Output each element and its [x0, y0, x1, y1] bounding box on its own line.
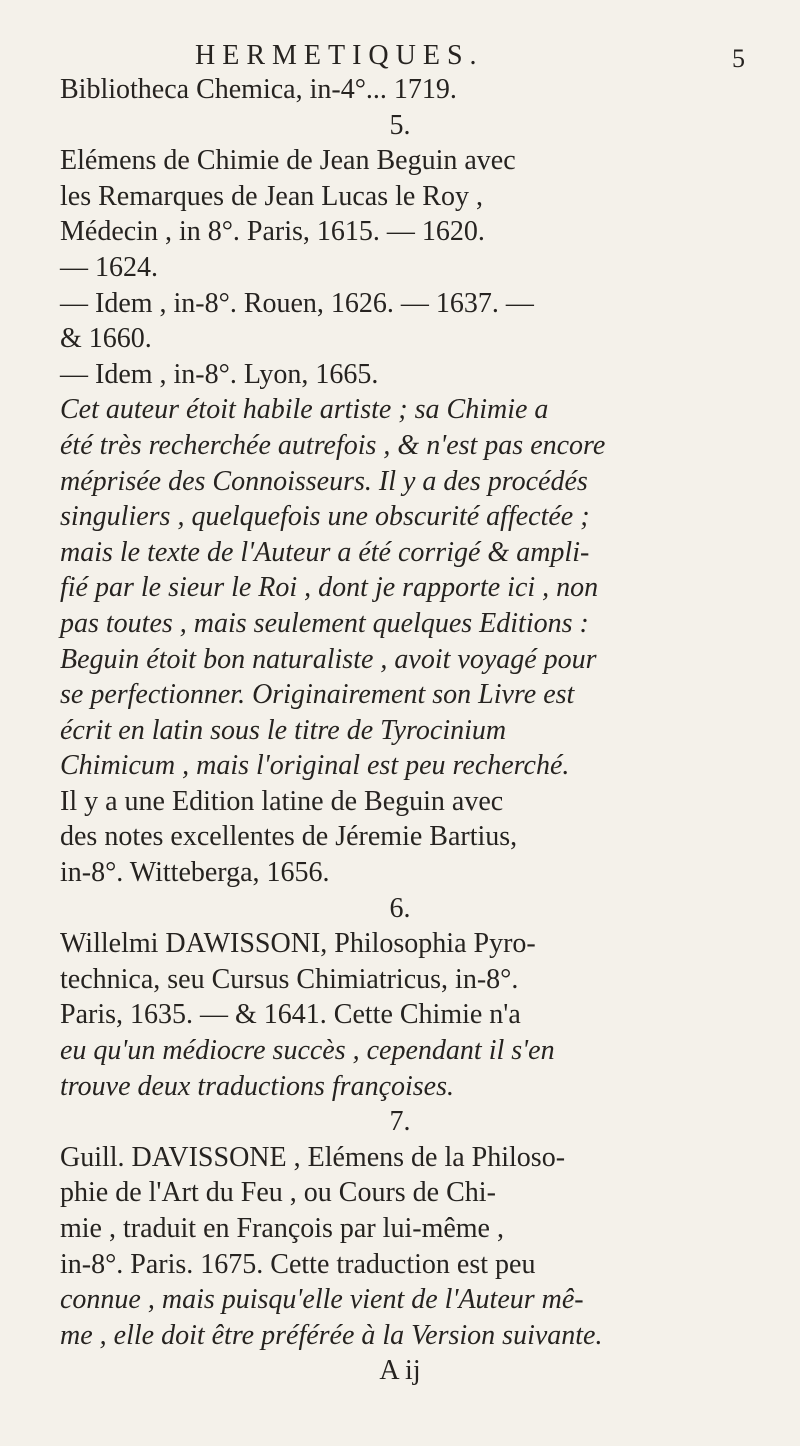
text-line: été très recherchée autrefois , & n'est pas encore: [60, 429, 606, 461]
text-line: trouve deux traductions françoises.: [60, 1070, 455, 1102]
text-line: phie de l'Art du Feu , ou Cours de Chi-: [60, 1177, 496, 1209]
running-header: HERMETIQUES.: [195, 40, 484, 71]
entry-number: 6.: [389, 892, 411, 924]
text-line: Paris, 1635. — & 1641. Cette Chimie n'a: [60, 999, 521, 1031]
text-line: fié par le sieur le Roi , dont je rapporte ici , non: [60, 572, 599, 604]
text-line: pas toutes , mais seulement quelques Editions :: [60, 607, 589, 639]
text-line: eu qu'un médiocre succès , cependant il s'en: [60, 1035, 555, 1067]
text-line: in-8°. Witteberga, 1656.: [60, 857, 330, 889]
signature-mark: A ij: [379, 1355, 421, 1387]
text-line: mie , traduit en François par lui-même ,: [60, 1213, 504, 1244]
text-line: des notes excellentes de Jéremie Bartius,: [60, 821, 518, 853]
text-line: — Idem , in-8°. Rouen, 1626. — 1637. —: [60, 287, 534, 319]
text-line: les Remarques de Jean Lucas le Roy ,: [60, 180, 483, 212]
entry-number: 5.: [389, 109, 411, 141]
page-number: 5: [732, 44, 745, 73]
text-line: Guill. DAVISSONE , Elémens de la Philoso-: [60, 1141, 566, 1173]
text-line: mais le texte de l'Auteur a été corrigé & ampli-: [60, 536, 590, 568]
text-line: Elémens de Chimie de Jean Beguin avec: [60, 145, 516, 177]
text-line: — Idem , in-8°. Lyon, 1665.: [60, 358, 379, 390]
text-line: se perfectionner. Originairement son Livre est: [60, 679, 575, 711]
text-line: — 1624.: [60, 251, 158, 283]
text-line: me , elle doit être préférée à la Version suivante.: [60, 1319, 603, 1351]
text-line: & 1660.: [60, 323, 152, 355]
text-line: in-8°. Paris. 1675. Cette traduction est peu: [60, 1248, 536, 1280]
text-line: technica, seu Cursus Chimiatricus, in-8°.: [60, 963, 519, 995]
text-line: Beguin étoit bon naturaliste , avoit voyagé pour: [60, 643, 597, 675]
text-line: Chimicum , mais l'original est peu recherché.: [60, 750, 570, 782]
text-line: Cet auteur étoit habile artiste ; sa Chimie a: [60, 394, 549, 426]
text-line: Il y a une Edition latine de Beguin avec: [60, 785, 504, 817]
text-line: Médecin , in 8°. Paris, 1615. — 1620.: [60, 216, 485, 248]
page-body: [60, 72, 740, 1389]
text-line: Willelmi DAWISSONI, Philosophia Pyro-: [60, 928, 536, 960]
text-line: écrit en latin sous le titre de Tyrocinium: [60, 714, 507, 746]
text-line: connue , mais puisqu'elle vient de l'Auteur mê-: [60, 1284, 584, 1316]
text-line: Bibliotheca Chemica, in-4°... 1719.: [60, 74, 457, 105]
entry-number: 7.: [389, 1106, 411, 1138]
text-line: méprisée des Connoisseurs. Il y a des procédés: [60, 465, 588, 497]
text-line: singuliers , quelquefois une obscurité affectée ;: [60, 501, 590, 533]
